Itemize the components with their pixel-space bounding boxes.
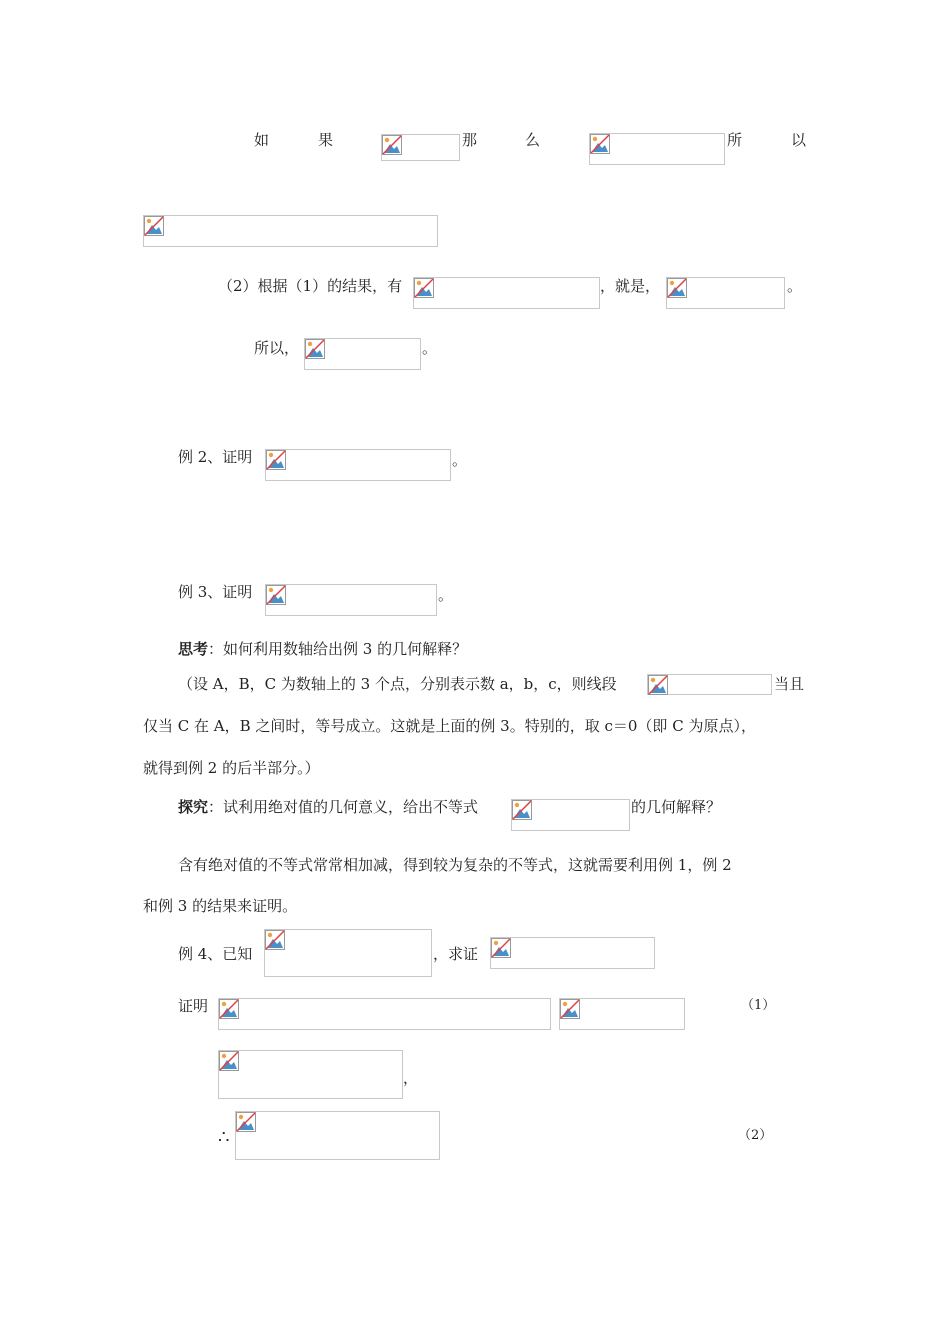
broken-image-icon	[219, 1051, 239, 1071]
part2-end: 。	[787, 277, 803, 295]
formula-image	[559, 998, 685, 1030]
explore-prefix: ：试利用绝对值的几何意义，给出不等式	[208, 798, 479, 816]
formula-image	[265, 449, 451, 481]
so-prefix: 所以，	[254, 339, 300, 357]
text-yi: 以	[791, 131, 807, 149]
formula-image	[490, 937, 655, 969]
broken-image-icon	[236, 1112, 256, 1132]
broken-image-icon	[266, 450, 286, 470]
ex4-mid: ，求证	[433, 945, 479, 963]
formula-image	[666, 277, 785, 309]
broken-image-icon	[305, 339, 325, 359]
therefore-symbol: ∴	[218, 1127, 230, 1148]
part2-prefix: （2）根据（1）的结果，有	[218, 277, 403, 295]
formula-image	[218, 998, 551, 1030]
broken-image-icon	[266, 585, 286, 605]
broken-image-icon	[219, 999, 239, 1019]
formula-image	[304, 338, 421, 370]
proof-comma: ，	[403, 1069, 419, 1087]
formula-image	[413, 277, 600, 309]
text-suo: 所	[727, 131, 743, 149]
ex3-end: 。	[438, 586, 454, 604]
explore-label: 探究	[178, 798, 209, 816]
proof-label: 证明	[178, 997, 209, 1015]
formula-image	[647, 674, 772, 695]
so-end: 。	[422, 339, 438, 357]
eq-number-2: （2）	[738, 1128, 773, 1143]
broken-image-icon	[512, 800, 532, 820]
formula-image	[264, 929, 432, 977]
broken-image-icon	[414, 278, 434, 298]
eq-number-1: （1）	[741, 998, 776, 1013]
ex2-prefix: 例 2、证明	[178, 448, 253, 466]
explain-line2: 仅当 C 在 A，B 之间时，等号成立。这就是上面的例 3。特别的，取 c＝0（即 C 为原点），	[143, 717, 756, 735]
explore-line	[178, 797, 478, 817]
broken-image-icon	[560, 999, 580, 1019]
ex4-prefix: 例 4、已知	[178, 945, 253, 963]
formula-image	[143, 215, 438, 247]
broken-image-icon	[144, 216, 164, 236]
think-label: 思考	[178, 640, 209, 658]
broken-image-icon	[590, 134, 610, 154]
explain-line1-suffix: 当且	[774, 675, 805, 693]
broken-image-icon	[265, 930, 285, 950]
ex2-end: 。	[452, 451, 468, 469]
text-guo: 果	[318, 131, 334, 149]
ex3-prefix: 例 3、证明	[178, 583, 253, 601]
formula-image	[235, 1111, 440, 1160]
text-ru: 如	[254, 131, 270, 149]
text-na: 那	[462, 131, 478, 149]
formula-image	[381, 134, 460, 161]
explain-line3: 就得到例 2 的后半部分。）	[143, 759, 320, 777]
broken-image-icon	[648, 675, 668, 695]
broken-image-icon	[491, 938, 511, 958]
explain-line1-prefix: （设 A，B，C 为数轴上的 3 个点，分别表示数 a，b，c，则线段	[178, 675, 617, 693]
formula-image	[218, 1050, 403, 1099]
para-line2: 和例 3 的结果来证明。	[143, 897, 298, 915]
formula-image	[511, 799, 630, 831]
para-line1: 含有绝对值的不等式常常相加减，得到较为复杂的不等式，这就需要利用例 1，例 2	[178, 856, 732, 874]
explore-suffix: 的几何解释？	[631, 798, 722, 816]
broken-image-icon	[667, 278, 687, 298]
think-text: ：如何利用数轴给出例 3 的几何解释？	[208, 640, 468, 658]
text-me: 么	[525, 131, 541, 149]
formula-image	[589, 133, 725, 165]
part2-mid: ，就是，	[600, 277, 661, 295]
think-line	[178, 639, 467, 659]
broken-image-icon	[382, 135, 402, 155]
formula-image	[265, 584, 437, 616]
